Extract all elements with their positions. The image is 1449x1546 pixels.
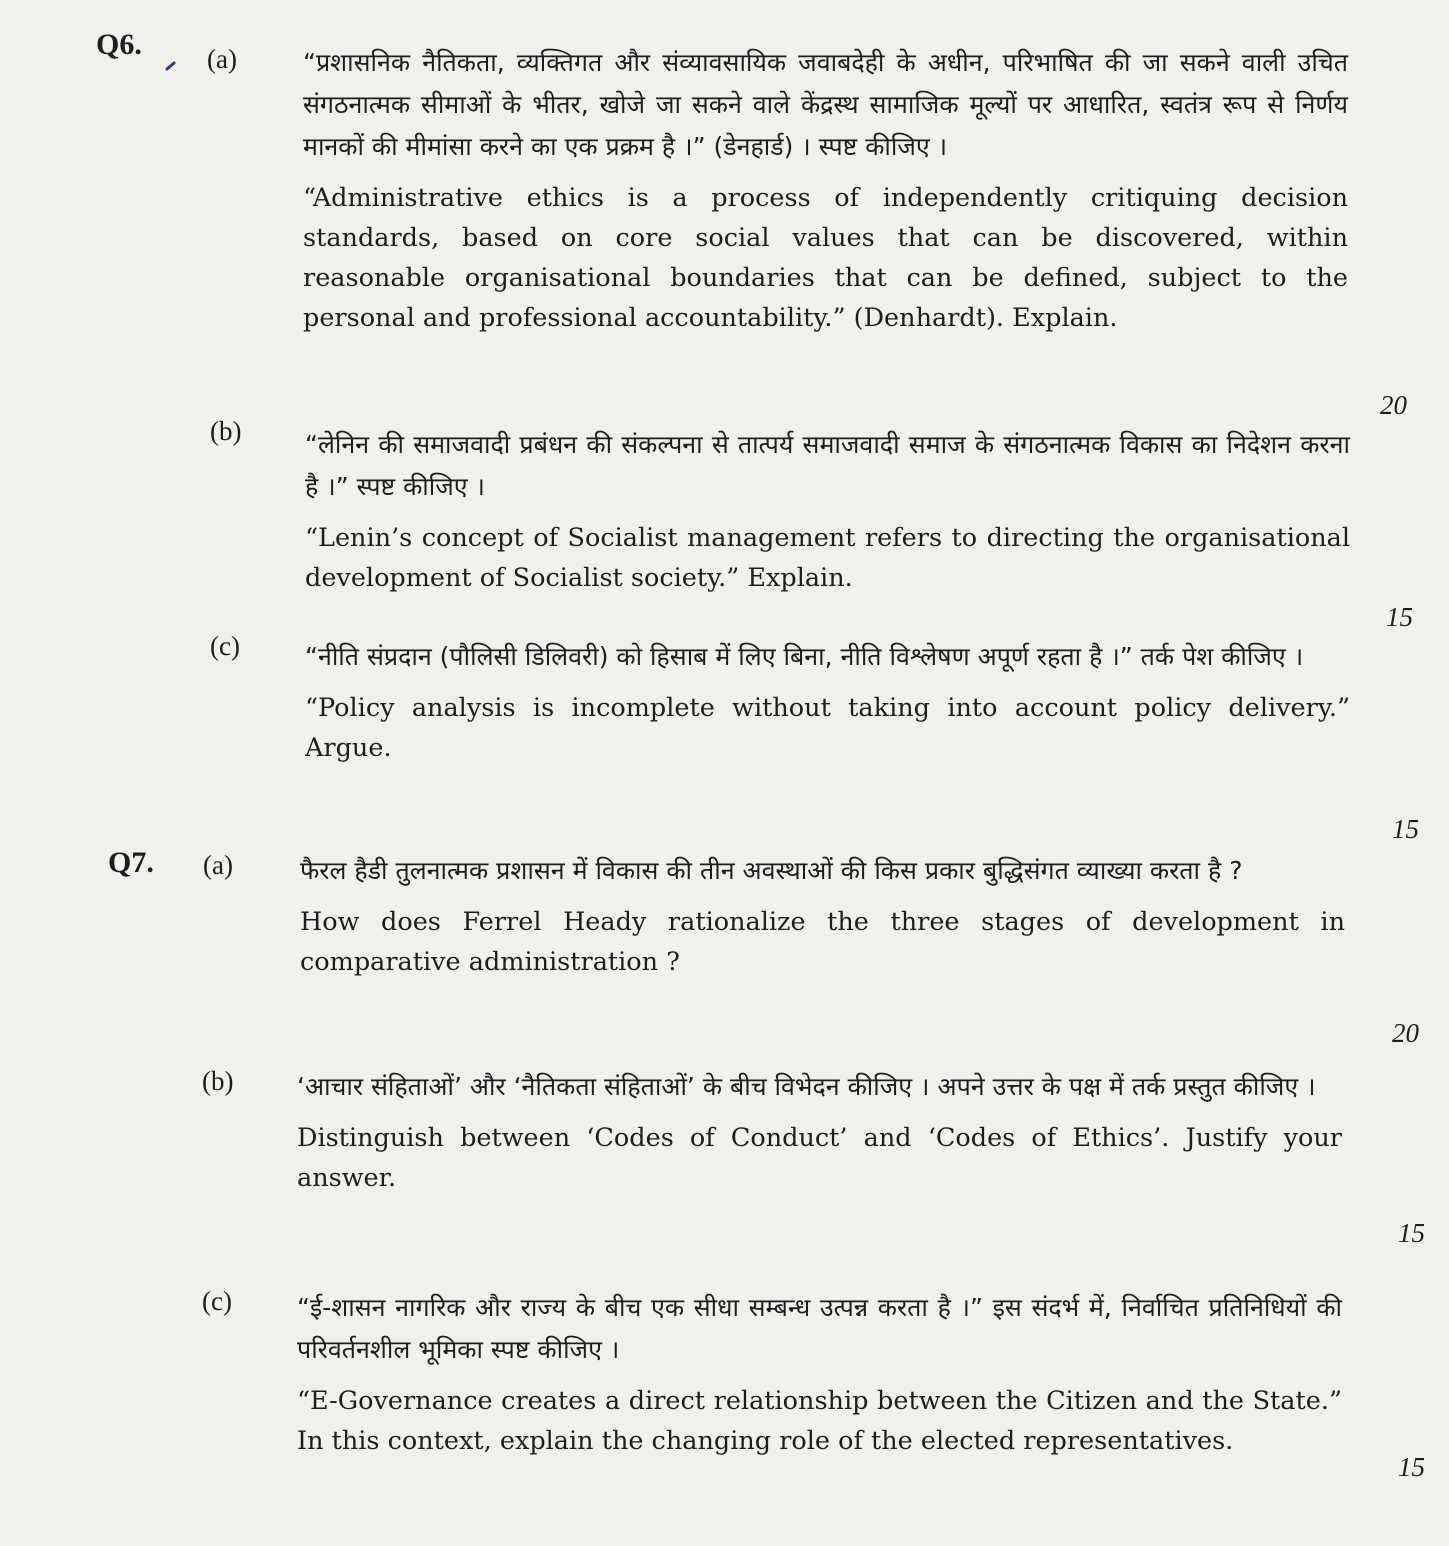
hindi-text: “लेनिन की समाजवादी प्रबंधन की संकल्पना से तात्पर्य समाजवादी समाज के संगठनात्मक विकास का निदेशन करना है ।” स्पष्ट कीजिए । — [305, 430, 1350, 501]
question-block — [305, 424, 1350, 598]
marks: 20 — [1392, 1018, 1419, 1048]
hindi-text: “ई-शासन नागरिक और राज्य के बीच एक सीधा सम्बन्ध उत्पन्न करता है ।” इस संदर्भ में, निर्वाचित प्रतिनिधियों की परिवर्तनशील भूमिका स्पष्ट कीजिए । — [297, 1293, 1342, 1364]
english-text: How does Ferrel Heady rationalize the three stages of development in comparative administration ? — [300, 907, 1345, 977]
english-text: “Policy analysis is incomplete without taking into account policy delivery.” Argue. — [305, 693, 1350, 763]
question-block — [297, 1287, 1342, 1461]
part-label: (b) — [202, 1066, 234, 1096]
marks: 15 — [1398, 1452, 1425, 1482]
marks: 15 — [1386, 602, 1413, 632]
hindi-text: फैरल हैडी तुलनात्मक प्रशासन में विकास की तीन अवस्थाओं की किस प्रकार बुद्धिसंगत व्याख्या करता है ? — [300, 856, 1243, 885]
question-block — [303, 42, 1348, 338]
english-text: Distinguish between ‘Codes of Conduct’ and ‘Codes of Ethics’. Justify your answer. — [297, 1123, 1342, 1193]
question-number: Q6. — [96, 28, 142, 61]
pen-tick-icon — [165, 58, 183, 72]
question-block — [305, 636, 1350, 768]
hindi-text: ‘आचार संहिताओं’ और ‘नैतिकता संहिताओं’ के बीच विभेदन कीजिए । अपने उत्तर के पक्ष में तर्क प्रस्तुत कीजिए । — [297, 1072, 1316, 1101]
question-block — [300, 850, 1345, 982]
english-text: “Administrative ethics is a process of independently critiquing decision standards, based on core social values that can be discovered, within reasonable organisational boundaries that can be defined, subject to the personal and professional accountability.” (Denhardt). Explain. — [303, 183, 1348, 333]
marks: 20 — [1380, 390, 1407, 420]
marks: 15 — [1398, 1218, 1425, 1248]
part-label: (a) — [207, 44, 237, 74]
english-text: “Lenin’s concept of Socialist management refers to directing the organisational development of Socialist society.” Explain. — [305, 523, 1350, 593]
marks: 15 — [1392, 814, 1419, 844]
part-label: (c) — [210, 631, 240, 661]
hindi-text: “नीति संप्रदान (पौलिसी डिलिवरी) को हिसाब में लिए बिना, नीति विश्लेषण अपूर्ण रहता है ।” तर्क पेश कीजिए । — [305, 642, 1304, 671]
hindi-text: “प्रशासनिक नैतिकता, व्यक्तिगत और संव्यावसायिक जवाबदेही के अधीन, परिभाषित की जा सकने वाली उचित संगठनात्मक सीमाओं के भीतर, खोजे जा सकने वाले केंद्रस्थ सामाजिक मूल्यों पर आधारित, स्वतंत्र रूप से निर्णय मानकों की मीमांसा करने का एक प्रक्रम है ।” (डेनहार्ड) । स्पष्ट कीजिए । — [303, 48, 1348, 161]
part-label: (c) — [202, 1286, 232, 1316]
english-text: “E-Governance creates a direct relationship between the Citizen and the State.” In this context, explain the changing role of the elected representatives. — [297, 1386, 1342, 1456]
question-block — [297, 1066, 1342, 1198]
part-label: (a) — [203, 850, 233, 880]
part-label: (b) — [210, 416, 242, 446]
question-number: Q7. — [108, 846, 154, 879]
